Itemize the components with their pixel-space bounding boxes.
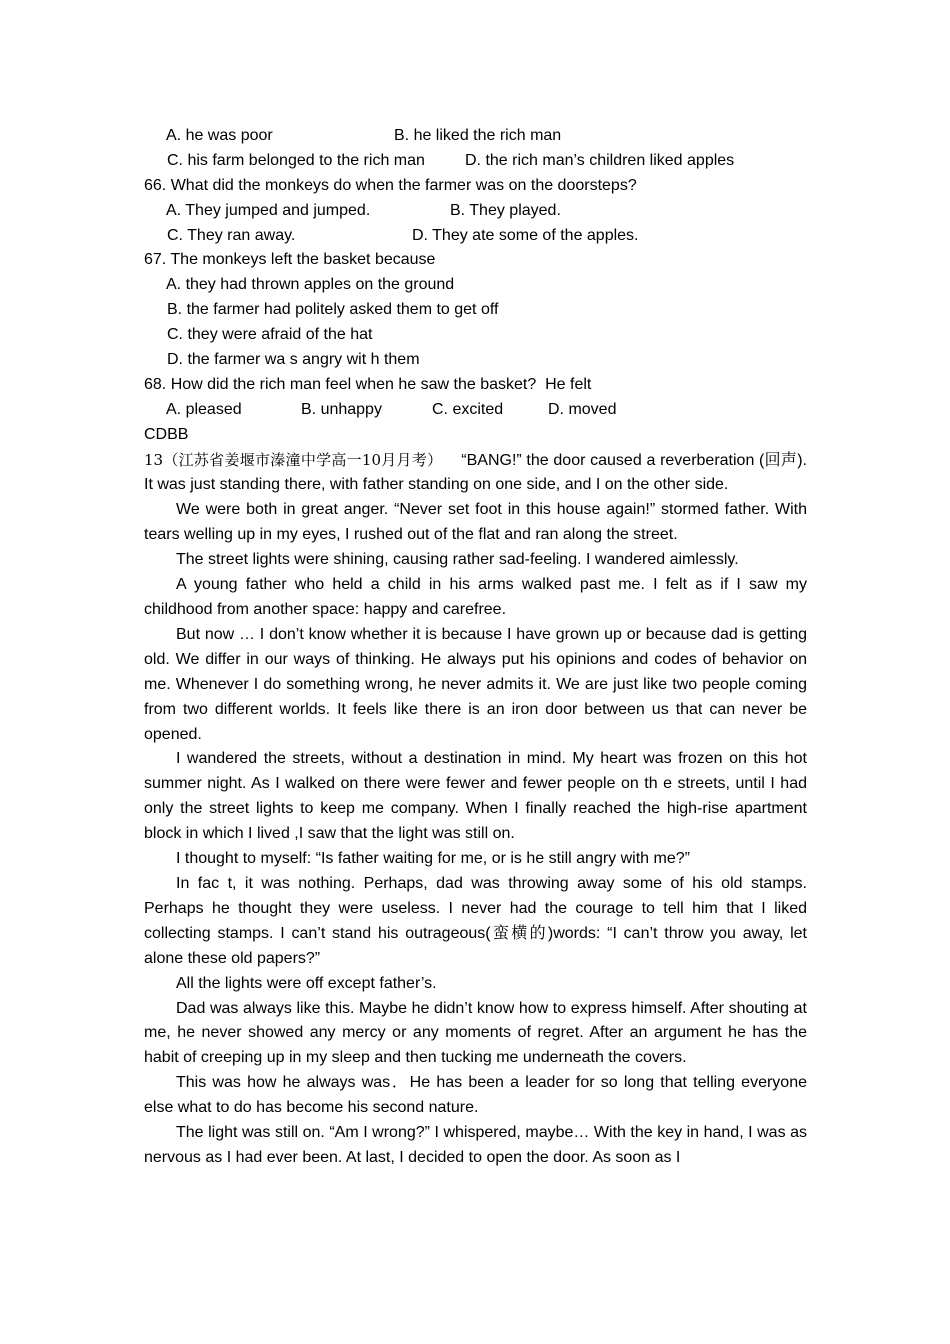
- passage-paragraph: The light was still on. “Am I wrong?” I whispered, maybe… With the key in hand, I was as nervous as I had ever been. At last, I decided to open the door. As soon as I: [144, 1124, 807, 1166]
- passage-paragraph: A young father who held a child in his arms walked past me. I felt as if I saw my childhood from another space: happy and carefree.: [144, 576, 807, 619]
- option-c: C. excited: [432, 400, 504, 418]
- passage-paragraph: This was how he always was．He has been a leader for so long that telling everyone else what to do has become his second nature.: [144, 1074, 807, 1117]
- passage-paragraph: The street lights were shining, causing rather sad-feeling. I wandered aimlessly.: [176, 551, 739, 569]
- question-68-stem: 68. How did the rich man feel when he saw the basket? He felt: [144, 375, 592, 393]
- option-b: B. the farmer had politely asked them to get off: [167, 301, 499, 319]
- question-65-options-row-2: [144, 149, 807, 174]
- question-66-stem: 66. What did the monkeys do when the farmer was on the doorsteps?: [144, 176, 637, 194]
- option-d: D. moved: [548, 400, 617, 418]
- passage-paragraph: We were both in great anger. “Never set foot in this house again!” stormed father. With tears welling up in my eyes, I rushed out of the flat and ran along the street.: [144, 501, 807, 544]
- option-a: A. pleased: [166, 400, 242, 418]
- option-c: C. they were afraid of the hat: [167, 326, 373, 344]
- passage-paragraph: But now … I don’t know whether it is because I have grown up or because dad is getting old. We differ in our ways of thinking. He always put his opinions and codes of behavior on me. Whenever I do something wrong, he never admits it. We are just like two people coming from two different worlds. It feels like there is an iron door between us that can never be opened.: [144, 625, 807, 743]
- passage-paragraph: All the lights were off except father’s.: [176, 974, 437, 992]
- option-a: A. they had thrown apples on the ground: [166, 276, 455, 294]
- question-67-option-c: [144, 323, 807, 348]
- option-b: B. They played.: [450, 201, 561, 219]
- passage-paragraph: I wandered the streets, without a destination in mind. My heart was frozen on this hot summer night. As I walked on there were fewer and fewer people on th e streets, until I had only the street lights to keep me company. When I finally reached the high-rise apartment block in which I lived ,I saw that the light was still on.: [144, 750, 807, 843]
- option-a: A. he was poor: [166, 127, 273, 144]
- option-b: B. unhappy: [301, 400, 382, 418]
- passage-paragraph: I thought to myself: “Is father waiting for me, or is he still angry with me?”: [176, 850, 690, 868]
- document-page: [144, 124, 812, 1171]
- question-67-stem: 67. The monkeys left the basket because: [144, 251, 436, 269]
- option-b: B. he liked the rich man: [394, 127, 562, 144]
- question-68-options-row: [144, 398, 807, 423]
- question-67-option-d: [144, 348, 807, 373]
- answer-key: CDBB: [144, 425, 189, 443]
- question-67-option-a: [144, 273, 807, 298]
- question-67-option-b: [144, 298, 807, 323]
- passage-first-paragraph: [144, 448, 812, 499]
- option-a: A. They jumped and jumped.: [166, 201, 371, 219]
- option-c: C. They ran away.: [167, 226, 296, 244]
- question-66-options-row-2: [144, 224, 807, 249]
- question-65-options-row-1: [144, 124, 807, 149]
- question-66-options-row-1: [144, 199, 807, 224]
- passage-paragraph: In fac t, it was nothing. Perhaps, dad was throwing away some of his old stamps. Perhaps he thought they were useless. I never had the courage to tell him that I liked collecting stamps. I can’t stand his outrageous(蛮横的)words: “I can’t throw you away, let alone these old papers?”: [144, 874, 807, 967]
- passage-first-text: “BANG!” the door caused a reverberation (回声). It was just standing there, with father standing on one side, and I on the other side.: [144, 451, 812, 494]
- passage-source: 13（江苏省姜堰市溱潼中学高一10月月考）: [144, 450, 443, 469]
- option-d: D. the farmer wa s angry wit h them: [167, 351, 420, 369]
- option-d: D. the rich man’s children liked apples: [465, 151, 735, 169]
- passage-paragraph: Dad was always like this. Maybe he didn’t know how to express himself. After shouting at me, he never showed any mercy or any moments of regret. After an argument he has the habit of creeping up in my sleep and then tucking me underneath the covers.: [144, 999, 807, 1067]
- option-c: C. his farm belonged to the rich man: [167, 151, 425, 169]
- option-d: D. They ate some of the apples.: [412, 226, 639, 244]
